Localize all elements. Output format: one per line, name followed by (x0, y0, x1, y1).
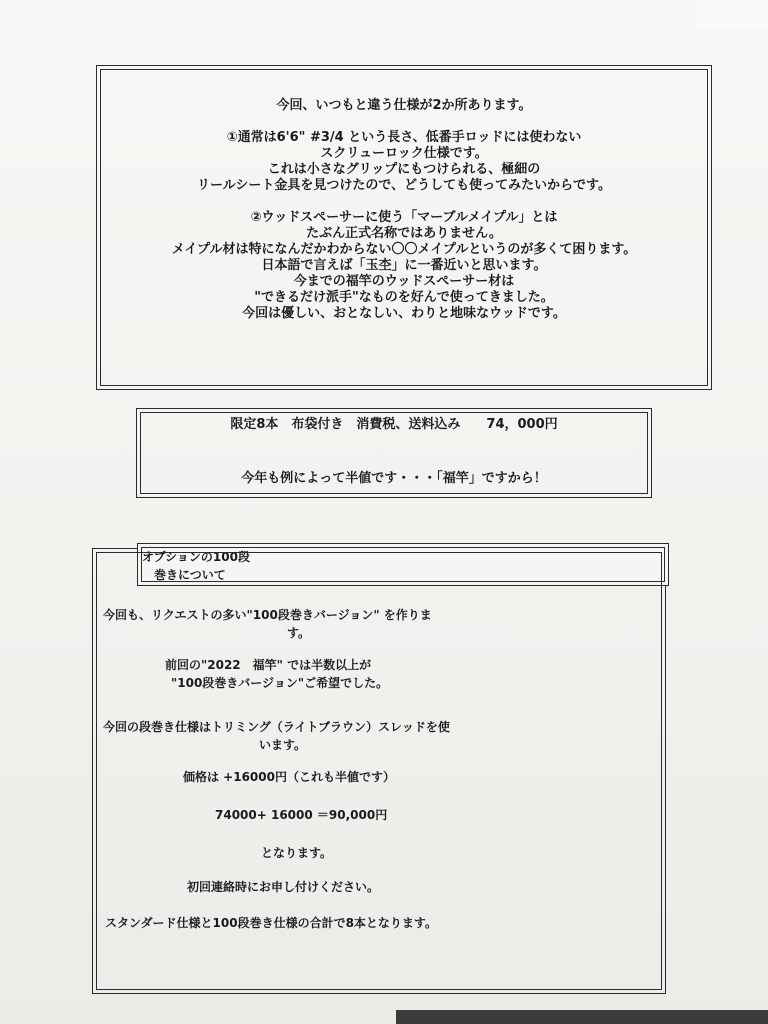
specs-line (97, 114, 711, 130)
option-paragraph: 前回の"2022 福竿" では半数以上が (165, 658, 372, 672)
option-paragraph: 今回の段巻き仕様はトリミング（ライトブラウン）スレッドを使 (103, 720, 450, 734)
notice-box-specs (96, 65, 712, 390)
specs-line: 今回、いつもと違う仕様が2か所あります。 (276, 98, 532, 113)
specs-line: "できるだけ派手"なものを好んで使ってきました。 (254, 290, 554, 305)
specs-text (97, 98, 711, 322)
option-paragraph: います。 (259, 738, 307, 752)
specs-line: たぶん正式名称ではありません。 (306, 226, 502, 241)
option-box (92, 548, 666, 994)
paper-corner (696, 0, 768, 30)
option-paragraph: す。 (287, 626, 311, 640)
option-paragraph: 今回も、リクエストの多い"100段巻きバージョン" を作りま (103, 608, 432, 622)
option-paragraph: となります。 (261, 846, 333, 860)
specs-line: ①通常は6'6" #3/4 という長さ、低番手ロッドには使わない (226, 130, 582, 145)
option-title-line1: オプションの100段 (142, 550, 250, 564)
price-line: 限定8本 布袋付き 消費税、送料込み 74，000円 (230, 417, 558, 432)
half-price-line: 今年も例によって半値です・・・「福竿」ですから！ (241, 471, 547, 486)
specs-line: ②ウッドスペーサーに使う「マーブルメイプル」とは (250, 210, 558, 225)
option-title-box (137, 543, 669, 586)
option-total: 74000+ 16000 ＝90,000円 (215, 808, 388, 822)
photo-edge-shadow (396, 1010, 768, 1024)
option-price: 価格は +16000円（これも半値です） (183, 770, 395, 784)
price-box (136, 408, 652, 498)
specs-line: 日本語で言えば「玉杢」に一番近いと思います。 (261, 258, 547, 273)
specs-line: 今までの福竿のウッドスペーサー材は (293, 274, 515, 289)
specs-line: リールシート金具を見つけたので、どうしても使ってみたいからです。 (197, 178, 611, 193)
specs-line: 今回は優しい、おとなしい、わりと地味なウッドです。 (242, 306, 566, 321)
specs-line: これは小さなグリップにもつけられる、極細の (267, 162, 541, 177)
specs-line (97, 194, 711, 210)
option-paragraph: スタンダード仕様と100段巻き仕様の合計で8本となります。 (105, 916, 437, 930)
option-paragraph: 初回連絡時にお申し付けください。 (187, 880, 380, 894)
specs-line: スクリューロック仕様です。 (320, 146, 488, 161)
option-paragraph: "100段巻きバージョン"ご希望でした。 (171, 676, 389, 690)
specs-line: メイプル材は特になんだかわからない〇〇メイプルというのが多くて困ります。 (171, 242, 637, 257)
option-title-line2: 巻きについて (154, 568, 226, 582)
